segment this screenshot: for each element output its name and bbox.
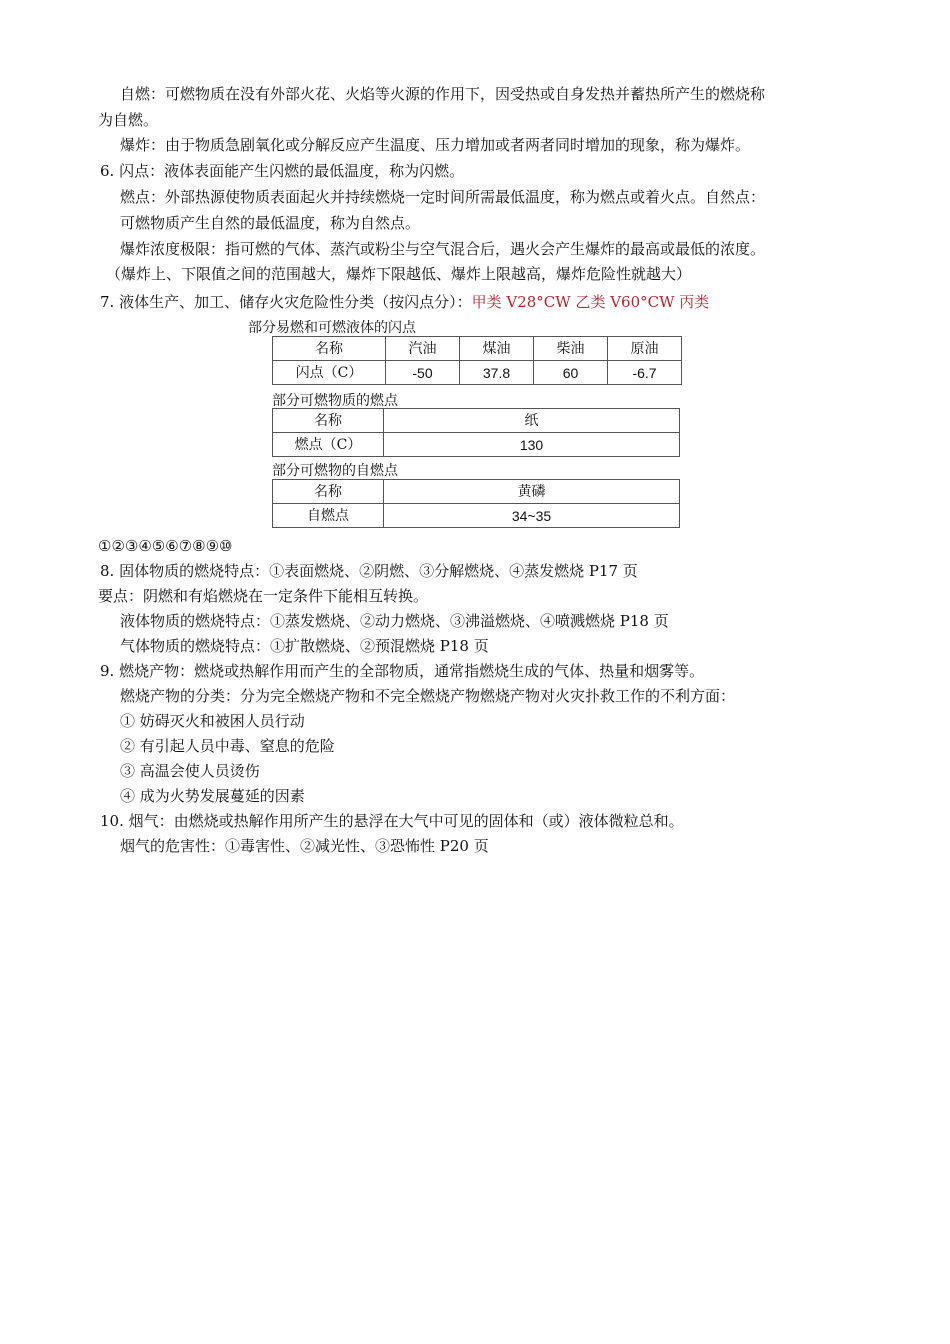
table-cell: 黄磷	[384, 480, 680, 504]
item-6-flash-point: 6. 闪点：液体表面能产生闪燃的最低温度，称为闪燃。	[100, 162, 465, 180]
table3-caption: 部分可燃物的自燃点	[272, 463, 398, 479]
item-8-solid-combustion: 8. 固体物质的燃烧特点：①表面燃烧、②阴燃、③分解燃烧、④蒸发燃烧 P17 页	[100, 562, 638, 580]
table-row	[273, 409, 680, 433]
autoignition-point-table	[272, 479, 680, 528]
paragraph-natural-point: 可燃物质产生自然的最低温度，称为自然点。	[120, 214, 421, 232]
table-cell: 煤油	[460, 337, 534, 361]
classification-classes: 甲类 V28°CW 乙类 V60°CW 丙类	[471, 293, 710, 311]
smoke-hazards: 烟气的危害性：①毒害性、②减光性、③恐怖性 P20 页	[120, 837, 489, 855]
table-row	[273, 504, 680, 528]
table-row	[273, 337, 682, 361]
table-row	[273, 433, 680, 457]
table-cell: 名称	[273, 480, 384, 504]
list-item: ① 妨碍灭火和被困人员行动	[120, 712, 305, 730]
liquid-combustion: 液体物质的燃烧特点：①蒸发燃烧、②动力燃烧、③沸溢燃烧、④喷溅燃烧 P18 页	[120, 612, 669, 630]
table-cell: 闪点（C）	[273, 361, 386, 385]
table-cell: 汽油	[386, 337, 460, 361]
item-7-classification	[100, 292, 709, 312]
table-row	[273, 361, 682, 385]
table2-caption: 部分可燃物质的燃点	[272, 393, 398, 409]
list-item: ② 有引起人员中毒、窒息的危险	[120, 737, 335, 755]
classification-text: 7. 液体生产、加工、储存火灾危险性分类（按闪点分）：	[100, 293, 472, 311]
flash-point-table	[272, 336, 682, 385]
paragraph-explosion: 爆炸：由于物质急剧氧化或分解反应产生温度、压力增加或者两者同时增加的现象，称为爆炸。	[120, 136, 751, 154]
paragraph-autoignition: 自燃：可燃物质在没有外部火花、火焰等火源的作用下，因受热或自身发热并蓄热所产生的燃烧称	[120, 85, 766, 103]
table-cell: 纸	[384, 409, 680, 433]
table-cell: -50	[386, 361, 460, 385]
table-cell: 名称	[273, 337, 386, 361]
table-cell: 37.8	[460, 361, 534, 385]
gas-combustion: 气体物质的燃烧特点：①扩散燃烧、②预混燃烧 P18 页	[120, 637, 489, 655]
table-row	[273, 480, 680, 504]
table-cell: 柴油	[534, 337, 608, 361]
table-cell: 自燃点	[273, 504, 384, 528]
table-cell: 燃点（C）	[273, 433, 384, 457]
paragraph-explosion-limit: 爆炸浓度极限：指可燃的气体、蒸汽或粉尘与空气混合后，遇火会产生爆炸的最高或最低的浓度。	[120, 240, 766, 258]
table-cell: 原油	[608, 337, 682, 361]
list-item: ③ 高温会使人员烫伤	[120, 762, 260, 780]
list-item: ④ 成为火势发展蔓延的因素	[120, 787, 305, 805]
paragraph-explosion-note: （爆炸上、下限值之间的范围越大，爆炸下限越低、爆炸上限越高，爆炸危险性就越大）	[106, 265, 692, 283]
paragraph-ignition-point: 燃点：外部热源使物质表面起火并持续燃烧一定时间所需最低温度，称为燃点或着火点。自然点：	[120, 188, 766, 206]
table-cell: 名称	[273, 409, 384, 433]
item-9-combustion-products: 9. 燃烧产物：燃烧或热解作用而产生的全部物质，通常指燃烧生成的气体、热量和烟雾等。	[100, 662, 705, 680]
ignition-point-table	[272, 408, 680, 457]
paragraph-autoignition-cont: 为自燃。	[98, 111, 159, 129]
table1-caption: 部分易燃和可燃液体的闪点	[248, 320, 416, 336]
table-cell: 34~35	[384, 504, 680, 528]
table-cell: -6.7	[608, 361, 682, 385]
key-point: 要点：阴燃和有焰燃烧在一定条件下能相互转换。	[98, 587, 429, 605]
table-cell: 130	[384, 433, 680, 457]
table-cell: 60	[534, 361, 608, 385]
item-10-smoke: 10. 烟气：由燃烧或热解作用所产生的悬浮在大气中可见的固体和（或）液体微粒总和。	[100, 812, 684, 830]
circled-numbers: ①②③④⑤⑥⑦⑧⑨⑩	[98, 537, 233, 555]
products-classification: 燃烧产物的分类：分为完全燃烧产物和不完全燃烧产物燃烧产物对火灾扑救工作的不利方面：	[120, 687, 736, 705]
